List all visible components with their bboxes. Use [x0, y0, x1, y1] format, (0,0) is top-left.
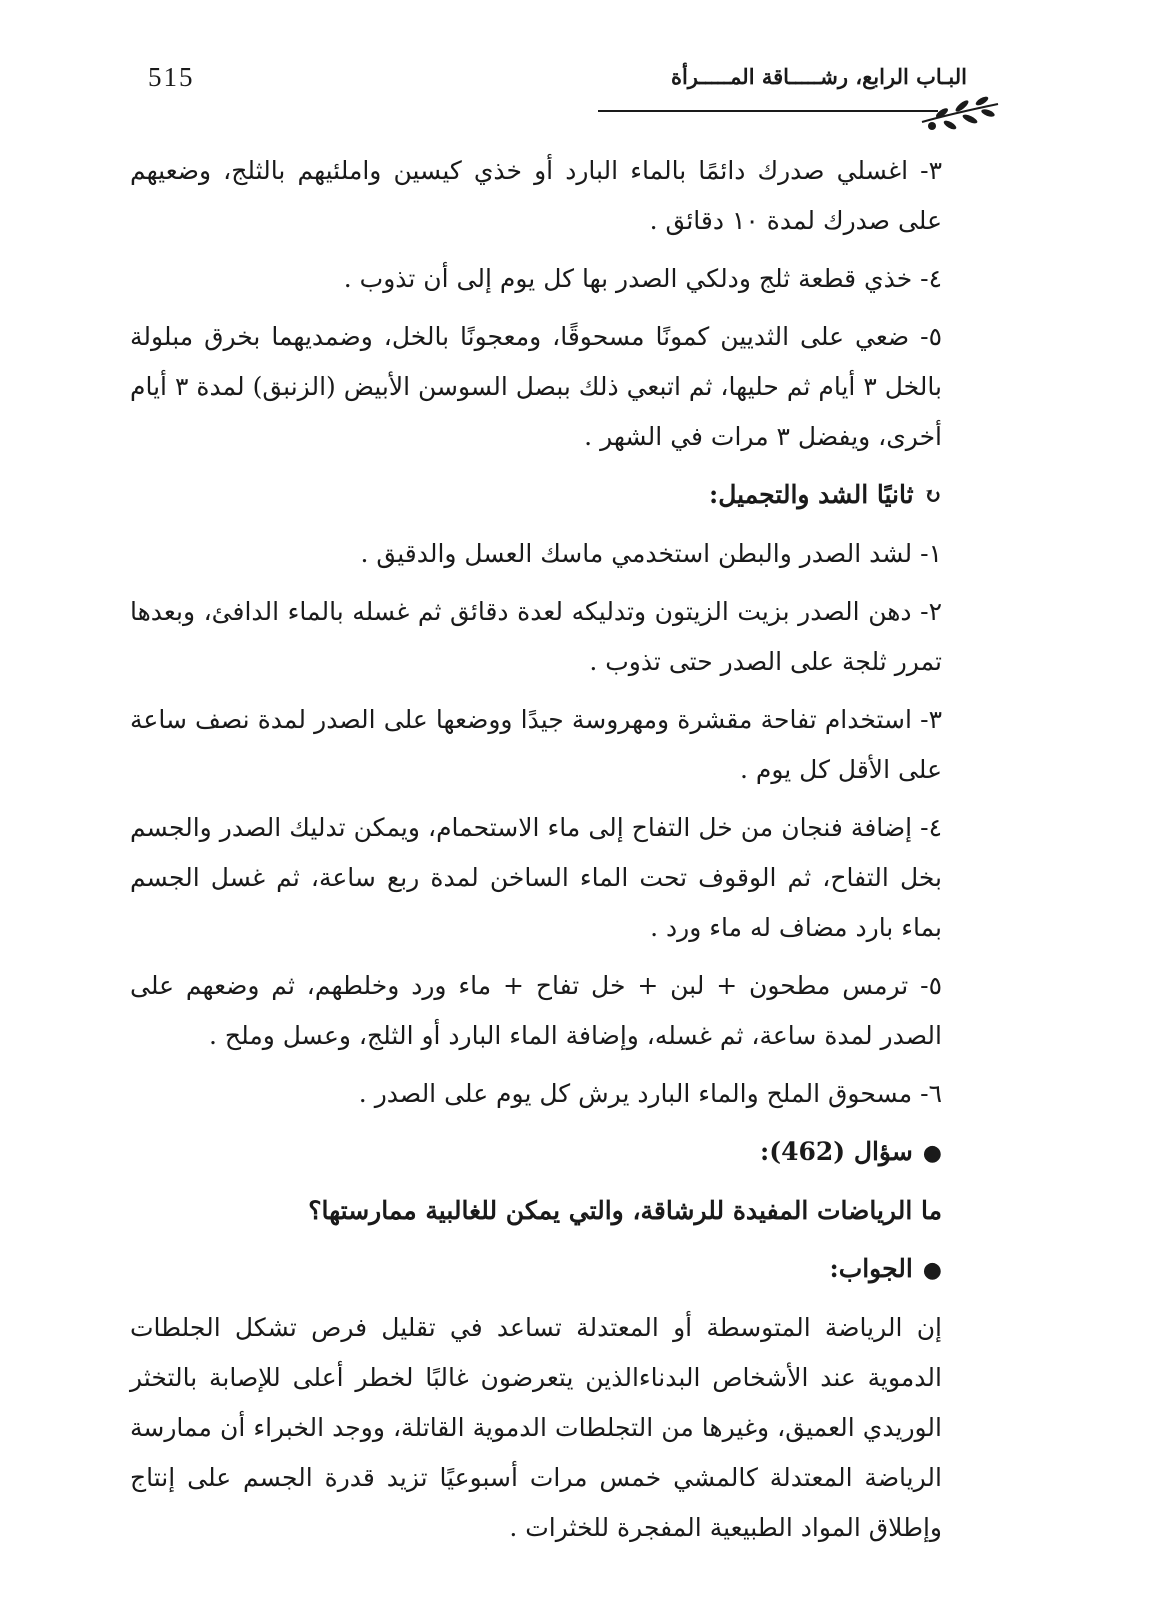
page-body — [130, 146, 1004, 1561]
heading-text: الجواب: — [829, 1254, 913, 1283]
page-number: 515 — [148, 62, 195, 92]
header-rule — [598, 110, 938, 112]
paragraph: ٥- ضعي على الثديين كمونًا مسحوقًا، ومعجونًا بالخل، وضمديهما بخرق مبلولة بالخل ٣ أيام ثم حليها، ثم اتبعي ذلك ببصل السوسن الأبيض (الزنبق) لمدة ٣ أيام أخرى، ويفضل ٣ مرات في الشهر . — [130, 322, 942, 451]
section-heading — [130, 1186, 1004, 1236]
heading-text: سؤال (462): — [760, 1137, 913, 1166]
paragraph: ٤- خذي قطعة ثلج ودلكي الصدر بها كل يوم إلى أن تذوب . — [343, 264, 942, 293]
paragraph: إن الرياضة المتوسطة أو المعتدلة تساعد في تقليل فرص تشكل الجلطات الدموية عند الأشخاص البدناءالذين يتعرضون غالبًا لخطر أعلى للإصابة بالتخثر الوريدي العميق، وغيرها من التجلطات الدموية القاتلة، ووجد الخبراء أن ممارسة الرياضة المعتدلة كالمشي خمس مرات أسبوعيًا تزيد قدرة الجسم على إنتاج وإطلاق المواد الطبيعية المفجرة للخثرات . — [130, 1313, 942, 1542]
section-heading — [130, 1127, 1004, 1178]
apple-bullet-icon: ● — [922, 1140, 942, 1166]
paragraph: ٦- مسحوق الملح والماء البارد يرش كل يوم على الصدر . — [358, 1079, 942, 1108]
running-head: البـاب الرابع، رشـــــاقة المـــــرأة — [670, 64, 967, 89]
heading-text: ما الرياضات المفيدة للرشاقة، والتي يمكن للغالبية ممارستها؟ — [308, 1196, 942, 1225]
apple-bullet-icon: ● — [922, 1257, 942, 1283]
paragraph: ٣- اغسلي صدرك دائمًا بالماء البارد أو خذي كيسين واملئيهم بالثلج، وضعيهم على صدرك لمدة ١٠ دقائق . — [130, 156, 942, 235]
paragraph: ٤- إضافة فنجان من خل التفاح إلى ماء الاستحمام، ويمكن تدليك الصدر والجسم بخل التفاح، ثم الوقوف تحت الماء الساخن لمدة ربع ساعة، ثم غسل الجسم بماء بارد مضاف له ماء ورد . — [130, 813, 942, 942]
paragraph: ٣- استخدام تفاحة مقشرة ومهروسة جيدًا ووضعها على الصدر لمدة نصف ساعة على الأقل كل يوم . — [130, 705, 942, 784]
section-heading — [130, 470, 1004, 521]
heading-text: ثانيًا الشد والتجميل: — [708, 480, 914, 509]
paragraph: ٢- دهن الصدر بزيت الزيتون وتدليكه لعدة دقائق ثم غسله بالماء الدافئ، وبعدها تمرر ثلجة على الصدر حتى تذوب . — [130, 597, 942, 676]
paragraph: ٥- ترمس مطحون + لبن + خل تفاح + ماء ورد وخلطهم، ثم وضعهم على الصدر لمدة ساعة، ثم غسله، وإضافة الماء البارد أو الثلج، وعسل وملح . — [130, 971, 942, 1050]
olive-branch-icon — [920, 96, 1000, 132]
section-heading — [130, 1244, 1004, 1295]
paragraph: ١- لشد الصدر والبطن استخدمي ماسك العسل والدقيق . — [360, 539, 942, 568]
circle-arrow-bullet-icon: ↻ — [923, 483, 942, 509]
